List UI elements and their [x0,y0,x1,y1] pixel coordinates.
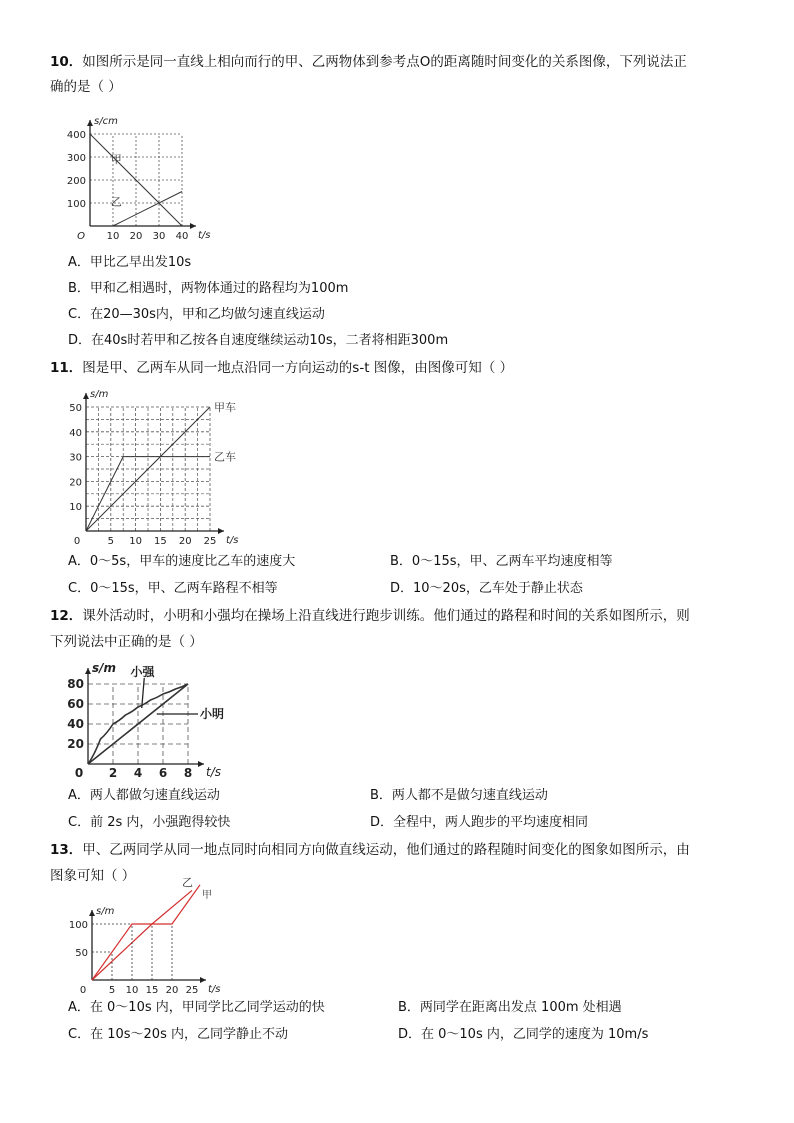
y-tick-label: 10 [69,502,82,514]
q12-option-b[interactable]: B．两人都不是做匀速直线运动 [370,788,548,803]
x-tick-label: 5 [107,536,114,547]
y-tick-label: 20 [67,737,84,751]
q11-figure [60,380,260,545]
q10-option-c[interactable]: C．在20—30s内，甲和乙均做匀速直线运动 [68,307,325,322]
q10-option-a[interactable]: A．甲比乙早出发10s [68,255,192,270]
x-axis-arrow [200,977,206,983]
x-axis-label: t/s [208,984,221,995]
y-tick-label: 100 [66,199,86,210]
q11-option-b[interactable]: B．0～15s，甲、乙两车平均速度相等 [390,554,613,569]
q11-option-d[interactable]: D．10～20s，乙车处于静止状态 [390,581,583,596]
y-tick-label: 50 [75,948,88,959]
series-label-xiaoqiang: 小强 [130,665,155,679]
y-tick-label: 40 [69,427,82,439]
series-line-1 [92,885,200,980]
x-tick-label: 40 [175,231,189,242]
q11-option-a[interactable]: A．0～5s，甲车的速度比乙车的速度大 [68,554,296,569]
y-axis-label: s/m [96,906,115,917]
q13-option-c[interactable]: C．在 10s～20s 内，乙同学静止不动 [68,1027,288,1042]
q11-option-c[interactable]: C．0～15s，甲、乙两车路程不相等 [68,581,278,596]
y-tick-label: 400 [66,130,86,141]
y-tick-label: 50 [69,403,82,414]
origin-label: O [77,231,85,242]
q10-figure [62,100,222,248]
q12-stem-line1 [50,606,690,626]
series-label-xiaoming: 小明 [200,707,225,721]
q11-stem-text: 图是甲、乙两车从同一地点沿同一方向运动的s-t 图像，由图像可知（ ） [82,360,514,376]
y-tick-label: 200 [66,176,86,187]
q13-option-a[interactable]: A．在 0～10s 内，甲同学比乙同学运动的快 [68,1000,325,1015]
q13-option-d[interactable]: D．在 0～10s 内，乙同学的速度为 10m/s [398,1027,649,1042]
q12-option-a[interactable]: A．两人都做匀速直线运动 [68,788,220,803]
q12-option-c[interactable]: C．前 2s 内，小强跑得较快 [68,815,231,830]
x-tick-label: 25 [203,536,217,547]
y-axis-label: s/m [90,389,109,400]
x-tick-label: 15 [154,536,167,547]
x-tick-label: 20 [129,231,143,242]
y-axis-label: s/cm [94,116,118,127]
y-axis-arrow [87,120,93,126]
series-line-2 [110,192,182,227]
q13-figure [60,875,221,998]
y-axis-arrow [83,393,89,399]
y-tick-label: 20 [69,477,82,489]
y-tick-label: 100 [68,920,88,931]
x-tick-label: 20 [178,536,192,547]
q11-stem-line1 [50,358,513,378]
series-label-jiache: 甲车 [214,401,236,414]
x-axis-arrow [190,223,196,229]
series-line-2 [92,890,192,980]
y-axis-arrow [85,668,91,674]
origin-label: 0 [74,766,84,780]
y-tick-label: 40 [67,717,84,731]
y-tick-label: 80 [67,677,84,691]
x-axis-label: t/s [198,230,211,241]
q12-figure [60,656,260,782]
origin-label: 0 [79,985,87,996]
q12-stem-text: 课外活动时，小明和小强均在操场上沿直线进行跑步训练。他们通过的路程和时间的关系如图所示，则 [82,608,690,624]
q10-option-d[interactable]: D．在40s时若甲和乙按各自速度继续运动10s，二者将相距300m [68,333,449,348]
q10-number: 10． [50,54,83,70]
series-label-yi: 乙 [182,875,193,889]
q11-number: 11． [50,360,83,376]
y-axis-label: s/m [92,661,117,675]
series-label-jia: 甲 [110,152,122,166]
x-tick-label: 20 [165,985,179,996]
q12-number: 12． [50,608,83,624]
q10-stem-text: 如图所示是同一直线上相向而行的甲、乙两物体到参考点O的距离随时间变化的关系图像，下列说法正 [82,54,687,70]
x-axis-label: t/s [226,535,239,546]
q10-option-b[interactable]: B．甲和乙相遇时，两物体通过的路程均为100m [68,281,349,296]
series-label-yiche: 乙车 [214,450,236,464]
q12-stem-line2: 下列说法中正确的是（ ） [50,634,203,650]
series-label-jia: 甲 [202,890,212,901]
x-tick-label: 10 [129,536,142,547]
x-axis-arrow [198,761,204,767]
y-tick-label: 60 [67,697,84,711]
y-tick-label: 300 [66,153,86,164]
origin-label: 0 [73,536,81,547]
q10-stem-line1 [50,52,687,72]
q10-stem-line2: 确的是（ ） [50,79,122,95]
x-tick-label: 10 [106,231,120,242]
q13-stem-line2: 图象可知（ ） [50,868,136,884]
x-tick-label: 4 [133,766,143,780]
x-tick-label: 25 [185,985,199,996]
q13-stem-line1 [50,840,690,860]
q12-option-d[interactable]: D．全程中，两人跑步的平均速度相同 [370,815,589,830]
x-axis-arrow [218,528,224,534]
q13-stem-text: 甲、乙两同学从同一地点同时向相同方向做直线运动，他们通过的路程随时间变化的图象如图所示，由 [82,842,690,858]
x-tick-label: 10 [125,985,139,996]
q13-number: 13． [50,842,83,858]
x-tick-label: 2 [108,766,118,780]
y-tick-label: 30 [69,452,82,464]
y-axis-arrow [89,910,95,916]
x-tick-label: 8 [183,766,193,780]
q13-option-b[interactable]: B．两同学在距离出发点 100m 处相遇 [398,1000,622,1015]
x-tick-label: 30 [152,231,166,242]
x-tick-label: 15 [145,985,159,996]
x-tick-label: 5 [108,985,116,996]
series-label-yi: 乙 [110,195,122,209]
x-tick-label: 6 [158,766,168,780]
x-axis-label: t/s [206,765,221,779]
